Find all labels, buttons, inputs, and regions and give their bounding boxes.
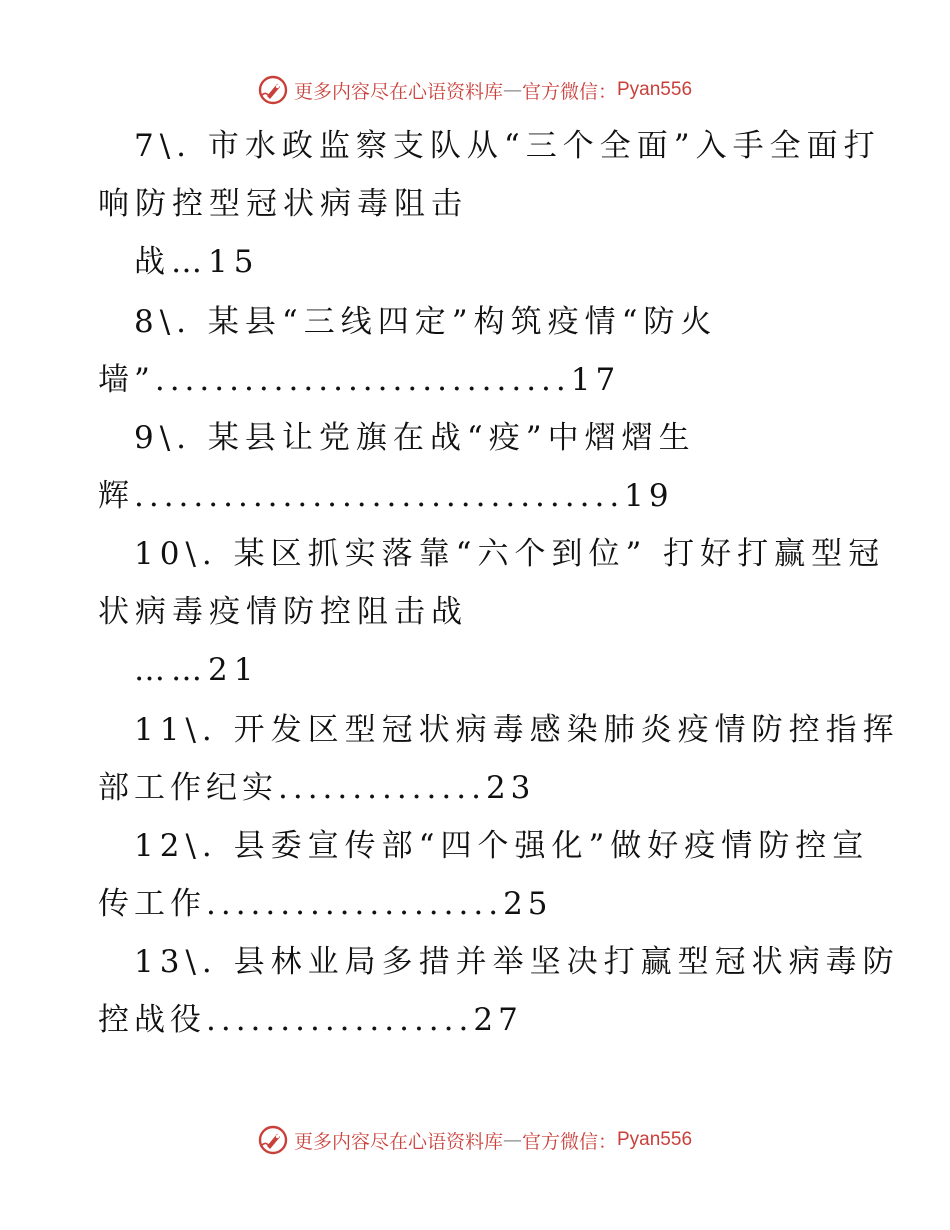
toc-entry-8-line-1: 8\. 某县“三线四定”构筑疫情“防火 — [134, 304, 718, 340]
banner-main-text: 更多内容尽在心语资料库 — [293, 1130, 503, 1153]
banner-wechat-id: Pyan556 — [617, 79, 693, 100]
toc-entry-13-line-2: 控战役..................27 — [98, 1002, 523, 1038]
footer-banner — [0, 1120, 950, 1160]
toc-entry-10-line-3: ……21 — [134, 652, 260, 688]
toc-entry-11-line-2: 部工作纪实..............23 — [98, 770, 536, 806]
toc-entry-13-line-1: 13\. 县林业局多措并举坚决打赢型冠状病毒防 — [134, 944, 900, 980]
toc-entry-9-line-2: 辉.................................19 — [98, 478, 674, 514]
toc-entry-10-line-1: 10\. 某区抓实落靠“六个到位” 打好打赢型冠 — [134, 536, 886, 572]
pen-nib-logo-icon — [258, 1125, 288, 1155]
toc-entry-7-line-1: 7\. 市水政监察支队从“三个全面”入手全面打 — [134, 128, 881, 164]
toc-entry-11-line-1: 11\. 开发区型冠状病毒感染肺炎疫情防控指挥 — [134, 712, 900, 748]
header-banner — [0, 70, 950, 110]
banner-separator: — — [502, 79, 522, 101]
toc-entry-9-line-1: 9\. 某县让党旗在战“疫”中熠熠生 — [134, 420, 696, 456]
toc-entry-12-line-2: 传工作....................25 — [98, 886, 553, 922]
banner-wechat-label: 官方微信： — [521, 80, 617, 103]
toc-entry-7-line-2: 响防控型冠状病毒阻击 — [98, 186, 468, 222]
banner-separator: — — [502, 1129, 522, 1151]
banner-main-text: 更多内容尽在心语资料库 — [293, 80, 503, 103]
toc-entry-12-line-1: 12\. 县委宣传部“四个强化”做好疫情防控宣 — [134, 828, 870, 864]
toc-entry-8-line-2: 墙”............................17 — [98, 362, 621, 398]
banner-wechat-id: Pyan556 — [617, 1129, 693, 1150]
pen-nib-logo-icon — [258, 75, 288, 105]
toc-entry-10-line-2: 状病毒疫情防控阻击战 — [98, 594, 468, 630]
banner-wechat-label: 官方微信： — [521, 1130, 617, 1153]
toc-entry-7-line-3: 战…15 — [134, 244, 260, 280]
